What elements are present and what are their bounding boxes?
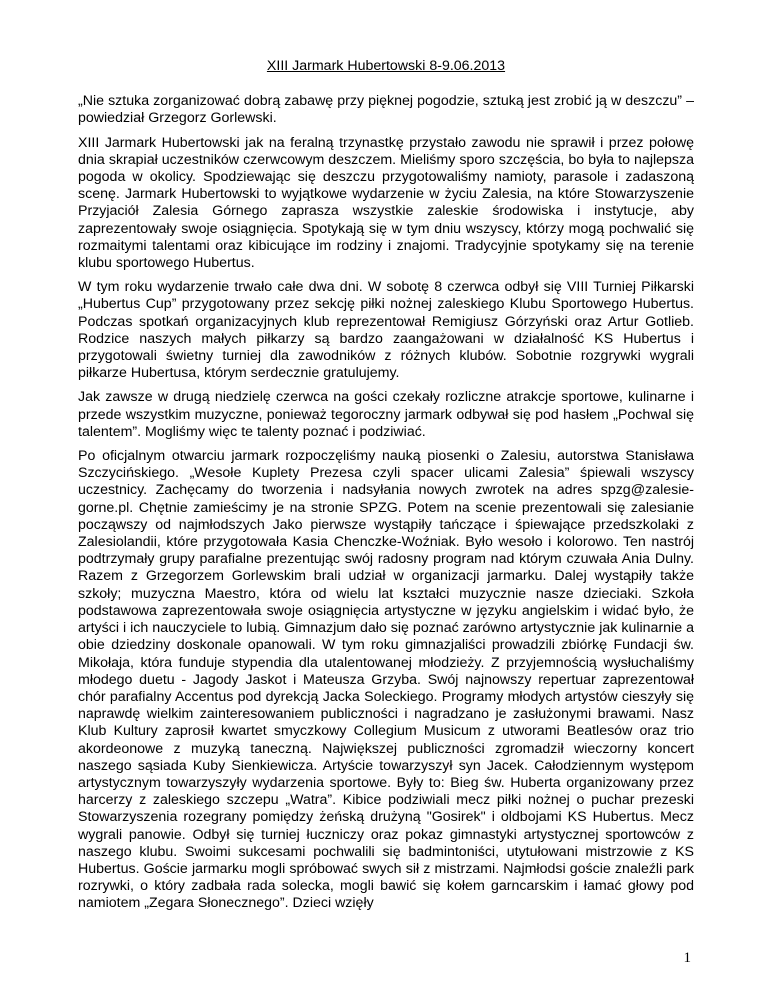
document-page [78,58,694,920]
document-title: XIII Jarmark Hubertowski 8-9.06.2013 [266,58,506,74]
paragraph-tournament: W tym roku wydarzenie trwało całe dwa dni. W sobotę 8 czerwca odbył się VIII Turniej Piłkarski „Hubertus Cup” przygotowany przez sekcję piłki nożnej zaleskiego Klubu Sportowego Hubertus. Podczas spotkań organizacyjnych klub reprezentował Remigiusz Górzyński oraz Artur Gotlieb. Rodzice naszych małych piłkarzy są bardzo zaangażowani w działalność KS Hubertus i przygotowali świetny turniej dla zawodników z różnych klubów. Sobotnie rozgrywki wygrali piłkarze Hubertusa, którym serdecznie gratulujemy. [78,279,694,382]
page-number: 1 [683,950,691,966]
paragraph-sunday: Jak zawsze w drugą niedzielę czerwca na gości czekały rozliczne atrakcje sportowe, kulinarne i przede wszystkim muzyczne, ponieważ tegoroczny jarmark odbywał się pod hasłem „Pochwal się talentem”. Mogliśmy więc te talenty poznać i podziwiać. [78,389,694,440]
paragraph-quote: „Nie sztuka zorganizować dobrą zabawę przy pięknej pogodzie, sztuką jest zrobić ją w deszczu” – powiedział Grzegorz Gorlewski. [78,93,694,127]
paragraph-program: Po oficjalnym otwarciu jarmark rozpoczęliśmy nauką piosenki o Zalesiu, autorstwa Stanisława Szczycińskiego. „Wesołe Kuplety Prezesa czyli spacer ulicami Zalesia” śpiewali wszyscy uczestnicy. Zachęcamy do tworzenia i nadsyłania nowych zwrotek na adres spzg@zalesie-gorne.pl. Chętnie zamieścimy je na stronie SPZG. Potem na scenie prezentowali się zalesianie począwszy od najmłodszych Jako pierwsze wystąpiły tańczące i śpiewające przedszkolaki z Zalesiolandii, które przygotowała Kasia Chenczke-Woźniak. Było wesoło i kolorowo. Ten nastrój podtrzymały grupy parafialne prezentując swój radosny program nad którym czuwała Ania Dulny. Razem z Grzegorzem Gorlewskim brali udział w organizacji jarmarku. Dalej wystąpiły także szkoły; muzyczna Maestro, która od wielu lat kształci muzycznie nasze dzieciaki. Szkoła podstawowa zaprezentowała swoje osiągnięcia artystyczne w języku angielskim i widać było, że artyści i ich nauczyciele to lubią. Gimnazjum dało się poznać zarówno artystycznie jak kulinarnie a obie dziedziny doskonale opanowali. W tym roku gimnazjaliści prowadzili zbiórkę Fundacji św. Mikołaja, która funduje stypendia dla utalentowanej młodzieży. Z przyjemnością wysłuchaliśmy młodego duetu - Jagody Jaskot i Mateusza Grzyba. Swój najnowszy repertuar zaprezentował chór parafialny Accentus pod dyrekcją Jacka Soleckiego. Programy młodych artystów cieszyły się naprawdę wielkim zainteresowaniem publiczności i nagradzano je zasłużonymi brawami. Nasz Klub Kultury zaprosił kwartet smyczkowy Collegium Musicum z utworami Beatlesów oraz trio akordeonowe z muzyką taneczną. Największej publiczności zgromadził wieczorny koncert naszego sąsiada Kuby Sienkiewicza. Artyście towarzyszył syn Jacek. Całodziennym występom artystycznym towarzyszyły wydarzenia sportowe. Były to: Bieg św. Huberta organizowany przez harcerzy z zaleskiego szczepu „Watra”. Kibice podziwiali mecz piłki nożnej o puchar prezeski Stowarzyszenia rozegrany pomiędzy żeńską drużyną "Gosirek" i oldbojami KS Hubertus. Mecz wygrali panowie. Odbył się turniej łuczniczy oraz pokaz gimnastyki artystycznej sportowców z naszego klubu. Swoimi sukcesami pochwalili się badmintoniści, utytułowani mistrzowie z KS Hubertus. Goście jarmarku mogli spróbować swych sił z mistrzami. Najmłodsi goście znaleźli park rozrywki, o który zadbała rada solecka, mogli bawić się kołem garncarskim i łamać głowy pod namiotem „Zegara Słonecznego”. Dzieci wzięły [78,448,694,912]
paragraph-intro: XIII Jarmark Hubertowski jak na feralną trzynastkę przystało zawodu nie sprawił i przez połowę dnia skrapiał uczestników czerwcowym deszczem. Mieliśmy sporo szczęścia, bo była to najlepsza pogoda w okolicy. Spodziewając się deszczu przygotowaliśmy namioty, parasole i zadaszoną scenę. Jarmark Hubertowski to wyjątkowe wydarzenie w życiu Zalesia, na które Stowarzyszenie Przyjaciół Zalesia Górnego zaprasza wszystkie zaleskie środowiska i instytucje, aby zaprezentowały swoje osiągnięcia. Spotykają się w tym dniu wszyscy, którzy mogą pochwalić się rozmaitymi talentami oraz kibicujące im rodziny i znajomi. Tradycyjnie spotykamy się na terenie klubu sportowego Hubertus. [78,134,694,272]
